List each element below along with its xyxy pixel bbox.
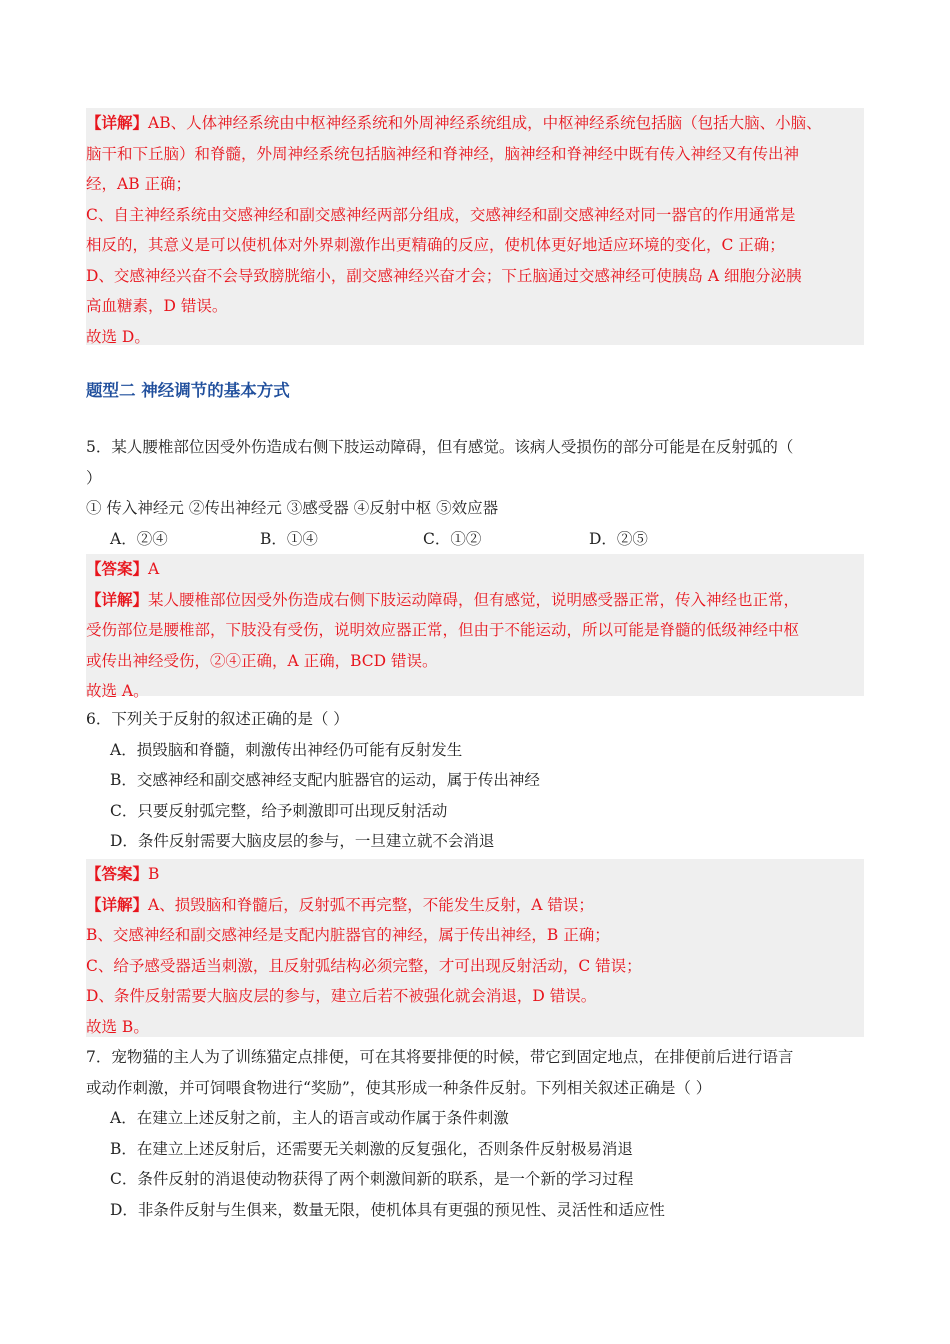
explanation-line: C、自主神经系统由交感神经和副交感神经两部分组成，交感神经和副交感神经对同一器官的作用通常是 — [86, 205, 796, 224]
option-b: B．①④ — [260, 529, 318, 548]
question-stem: 或动作刺激，并可饲喂食物进行“奖励”，使其形成一种条件反射。下列相关叙述正确是（ ） — [86, 1078, 712, 1097]
answer-value: B — [148, 865, 160, 883]
q5-answer-box — [86, 554, 864, 700]
prev-explanation-box — [86, 108, 864, 345]
conclusion-line: 故选 B。 — [86, 1017, 149, 1036]
option-d: D．非条件反射与生俱来，数量无限，使机体具有更强的预见性、灵活性和适应性 — [110, 1200, 665, 1219]
answer-tag: 【答案】 — [86, 864, 149, 883]
explanation-line: 【详解】AB、人体神经系统由中枢神经系统和外周神经系统组成，中枢神经系统包括脑（包括大脑、小脑、 — [86, 113, 822, 132]
section-heading: 题型二 神经调节的基本方式 — [86, 381, 290, 400]
answer-line — [86, 554, 864, 585]
explanation-line: D、条件反射需要大脑皮层的参与，建立后若不被强化就会消退，D 错误。 — [86, 987, 597, 1005]
explanation-tag: 【详解】 — [86, 589, 149, 609]
answer-line — [86, 859, 864, 890]
explanation-line: D、交感神经兴奋不会导致膀胱缩小，副交感神经兴奋才会；下丘脑通过交感神经可使胰岛 A 细胞分泌胰 — [86, 266, 802, 285]
q6-answer-box — [86, 859, 864, 1037]
explanation-line: 故选 D。 — [86, 327, 150, 346]
explanation-line: 经，AB 正确； — [86, 175, 192, 193]
option-c: C．只要反射弧完整，给予刺激即可出现反射活动 — [110, 801, 448, 820]
explanation-line: B、交感神经和副交感神经是支配内脏器官的神经，属于传出神经，B 正确； — [86, 926, 610, 944]
explanation-line: 【详解】某人腰椎部位因受外伤造成右侧下肢运动障碍，但有感觉，说明感受器正常，传入神经也正常， — [86, 589, 800, 609]
option-b: B．交感神经和副交感神经支配内脏器官的运动，属于传出神经 — [110, 771, 540, 789]
explanation-line: 脑干和下丘脑）和脊髓，外周神经系统包括脑神经和脊神经，脑神经和脊神经中既有传入神经又有传出神 — [86, 144, 800, 163]
option-a: A．②④ — [110, 529, 168, 548]
option-c: C．①② — [423, 529, 482, 548]
option-b: B．在建立上述反射后，还需要无关刺激的反复强化，否则条件反射极易消退 — [110, 1139, 633, 1158]
question-stem: 6．下列关于反射的叙述正确的是（ ） — [86, 710, 349, 728]
conclusion-line: 故选 A。 — [86, 682, 149, 700]
question-stem: ） — [86, 468, 102, 487]
explanation-tag: 【详解】 — [86, 894, 149, 914]
answer-tag: 【答案】 — [86, 559, 149, 578]
option-d: D．条件反射需要大脑皮层的参与，一旦建立就不会消退 — [110, 832, 495, 850]
option-c: C．条件反射的消退使动物获得了两个刺激间新的联系，是一个新的学习过程 — [110, 1170, 634, 1188]
answer-value: A — [148, 560, 160, 578]
option-a: A．损毁脑和脊髓，刺激传出神经仍可能有反射发生 — [110, 740, 463, 759]
question-5 — [86, 432, 864, 554]
question-stem: 7．宠物猫的主人为了训练猫定点排便，可在其将要排便的时候，带它到固定地点，在排便前后进行语言 — [86, 1048, 794, 1066]
option-d: D．②⑤ — [589, 529, 648, 548]
explanation-line: 【详解】A、损毁脑和脊髓后，反射弧不再完整，不能发生反射，A 错误； — [86, 894, 594, 914]
question-stem: 5．某人腰椎部位因受外伤造成右侧下肢运动障碍，但有感觉。该病人受损伤的部分可能是在反射弧的（ — [86, 438, 794, 456]
option-a: A．在建立上述反射之前，主人的语言或动作属于条件刺激 — [110, 1109, 509, 1127]
option-row — [86, 524, 864, 555]
explanation-line: C、给予感受器适当刺激，且反射弧结构必须完整，才可出现反射活动，C 错误； — [86, 956, 642, 975]
question-6 — [86, 704, 864, 857]
question-items: ① 传入神经元 ②传出神经元 ③感受器 ④反射中枢 ⑤效应器 — [86, 499, 499, 517]
explanation-line: 高血糖素，D 错误。 — [86, 297, 228, 315]
explanation-line: 或传出神经受伤，②④正确，A 正确，BCD 错误。 — [86, 651, 438, 670]
question-7 — [86, 1042, 864, 1225]
explanation-tag: 【详解】 — [86, 113, 149, 132]
explanation-line: 受伤部位是腰椎部，下肢没有受伤，说明效应器正常，但由于不能运动，所以可能是脊髓的低级神经中枢 — [86, 621, 800, 639]
explanation-line: 相反的，其意义是可以使机体对外界刺激作出更精确的反应，使机体更好地适应环境的变化，C 正确； — [86, 236, 785, 254]
